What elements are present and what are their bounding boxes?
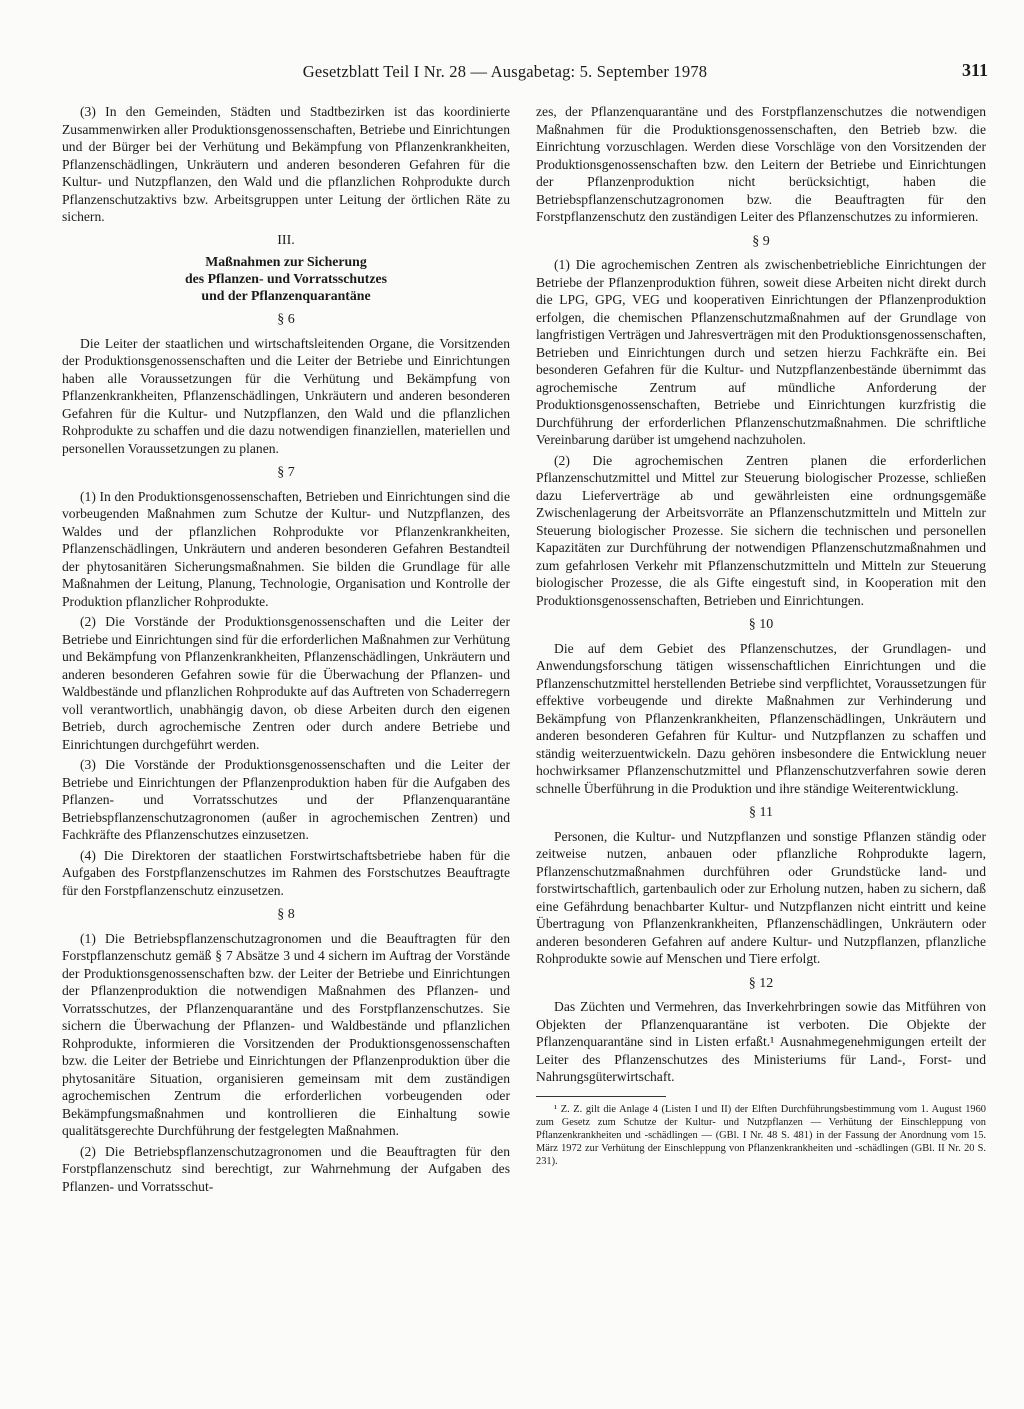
section-7-paragraph-1: (1) In den Produktionsgenossenschaften, Betrieben und Einrichtungen sind die vorbeugenden Maßnahmen zum Schutze der Kultur- und Nutzpflanzen, des Waldes und der pflanzlichen Rohprodukte vor Pflanzenkrankheiten, Pflanzenschädlingen, Unkräutern und anderen besonderen Gefahren Bestandteil der phytosanitären Sicherungsmaßnahmen. Sie bilden die Grundlage für alle Maßnahmen der Leitung, Planung, Technologie, Organisation und Kontrolle der Produktion pflanzlicher Rohprodukte. xyxy=(62,488,510,609)
section-9-paragraph-2: (2) Die agrochemischen Zentren planen die erforderlichen Pflanzenschutzmittel und Mittel zur Steuerung biologischer Prozesse, schließen dazu Lieferverträge ab und gewährleisten eine ordnungsgemäße Zwischenlagerung der Arbeitsvorräte an Pflanzenschutzmitteln und Mitteln zur Steuerung biologischer Prozesse. Sie sichern die technischen und personellen Kapazitäten zur Durchführung der notwendigen Pflanzenschutzmaßnahmen und zum gefahrlosen Verkehr mit Pflanzenschutzmitteln und Mitteln zur Steuerung biologischer Prozesse, die als Gifte eingestuft sind, in Kooperation mit den Produktionsgenossenschaften, Betrieben und Einrichtungen. xyxy=(536,452,986,608)
section-12-text: Das Züchten und Vermehren, das Inverkehrbringen sowie das Mitführen von Objekten der Pflanzenquarantäne ist verboten. Die Objekte der Pflanzenquarantäne sind in Listen erfaßt.¹ Ausnahmegenehmigungen erteilt der Leiter des Pflanzenschutzes des Ministeriums für Land-, Forst- und Nahrungsgüterwirtschaft. xyxy=(536,999,986,1084)
section-7-paragraph-2: (2) Die Vorstände der Produktionsgenossenschaften und die Leiter der Betriebe und Einrichtungen sind für die erforderlichen Maßnahmen zur Verhütung und Bekämpfung von Pflanzenkrankheiten, Pflanzenschädlingen, Unkräutern und anderen besonderen Gefahren sowie für die Überwachung der Pflanzen- und Waldbestände und pflanzlichen Rohprodukte auf das Auftreten von Schaderregern voll verantwortlich, unabhängig davon, ob diese Arbeiten durch den eigenen Betrieb, durch agrochemische Zentren oder durch andere Betriebe und Einrichtungen durchgeführt werden. xyxy=(62,614,510,752)
gazette-title: Gesetzblatt Teil I Nr. 28 — Ausgabetag: 5. September 1978 xyxy=(302,62,708,81)
chapter-title-line-1: Maßnahmen zur Sicherung xyxy=(205,254,367,269)
section-9-paragraph-1: (1) Die agrochemischen Zentren als zwischenbetriebliche Einrichtungen der Betriebe der Pflanzenproduktion führen, soweit diese Arbeiten nicht direkt durch die LPG, GPG, VEG und kooperativen Einrichtungen der Pflanzenproduktion erfolgen, die chemischen Pflanzenschutzmaßnahmen auf der Grundlage von langfristigen Verträgen und Jahresverträgen mit den Produktionsgenossenschaften, Betrieben und Einrichtungen durch und setzen hierzu Fachkräfte ein. Bei besonderen Gefahren für die Kultur- und Nutzpflanzenbestände übernimmt das agrochemische Zentrum auf mündliche Anforderung der Produktionsgenossenschaften, Betriebe und Einrichtungen kurzfristig die Durchführung der erforderlichen Pflanzenschutzmaßnahmen. Die schriftliche Vereinbarung darüber ist umgehend nachzuholen. xyxy=(536,257,986,447)
section-6-heading: § 6 xyxy=(277,312,295,327)
page-header xyxy=(62,60,988,88)
footnote: ¹ Z. Z. gilt die Anlage 4 (Listen I und II) der Elften Durchführungsbestimmung vom 1. August 1960 zum Gesetz zum Schutze der Kultur- und Nutzpflanzen — Verhütung der Einschleppung von Pflanzenkrankheiten und -schädlingen — (GBl. I Nr. 48 S. 481) in der Fassung der Anordnung vom 15. März 1972 zur Verhütung der Einschleppung von Pflanzenkrankheiten und -schädlingen (GBl. II Nr. 20 S. 231). xyxy=(536,1103,986,1168)
section-12-heading: § 12 xyxy=(748,975,774,991)
left-column xyxy=(62,103,510,1198)
section-10-heading: § 10 xyxy=(748,617,774,632)
section-11-heading: § 11 xyxy=(749,805,773,820)
right-column xyxy=(536,103,986,1172)
section-9-heading: § 9 xyxy=(752,233,770,249)
footnote-divider xyxy=(536,1096,666,1097)
section-10-text: Die auf dem Gebiet des Pflanzenschutzes, der Grundlagen- und Anwendungsforschung tätigen wissenschaftlichen Einrichtungen und die Pflanzenschutzmittel herstellenden Betriebe sind verpflichtet, Voraussetzungen für effektive vorbeugende und direkte Maßnahmen zur Verhinderung und Bekämpfung von Pflanzenkrankheiten, Pflanzenschädlingen, Unkräutern und anderen besonderen Gefahren für Kultur- und Nutzpflanzen zu schaffen und ständig weiterzuentwickeln. Dazu gehören insbesondere die Entwicklung neuer hochwirksamer Pflanzenschutzmittel und Pflanzenschutzverfahren sowie deren schnelle Überführung in die Produktion und ihre ständige Weiterentwicklung. xyxy=(536,640,986,796)
section-8-paragraph-2-continued: zes, der Pflanzenquarantäne und des Forstpflanzenschutzes die notwendigen Maßnahmen für die Produktionsgenossenschaften, den Betrieb bzw. die Einrichtung vorzuschlagen. Werden diese Vorschläge von den Vorsitzenden der Produktionsgenossenschaften bzw. den Leitern der Betriebe und Einrichtungen der Pflanzenproduktion nicht berücksichtigt, haben die Betriebspflanzenschutzagronomen bzw. die Beauftragten für den Forstpflanzenschutz den zuständigen Leiter des Pflanzenschutzes zu informieren. xyxy=(536,104,986,224)
paragraph-5-3: (3) In den Gemeinden, Städten und Stadtbezirken ist das koordinierte Zusammenwirken aller Produktionsgenossenschaften, Betriebe und Einrichtungen und der Bürger bei der Verhütung und Bekämpfung von Pflanzenkrankheiten, Pflanzenschädlingen, Unkräutern und anderen besonderen Gefahren für die Kultur- und Nutzpflanzen, den Wald und die pflanzlichen Rohprodukte durch Pflanzenschutzaktivs bzw. Arbeitsgruppen unter Leitung der örtlichen Räte zu sichern. xyxy=(62,104,510,224)
section-7-paragraph-3: (3) Die Vorstände der Produktionsgenossenschaften und die Leiter der Betriebe und Einrichtungen der Pflanzenproduktion haben für die Aufgaben des Pflanzen- und Vorratsschutzes und der Pflanzenquarantäne Betriebspflanzenschutzagronomen (außer in agrochemischen Zentren) und Fachkräfte des Pflanzenschutzes einzusetzen. xyxy=(62,757,510,842)
section-11-text: Personen, die Kultur- und Nutzpflanzen und sonstige Pflanzen ständig oder zeitweise nutzen, anbauen oder pflanzliche Rohprodukte lagern, Pflanzenschutzmaßnahmen durchführen oder Grundstücke land- und forstwirtschaftlich, gartenbaulich oder zur Erholung nutzen, haben zu sichern, daß eine Gefährdung benachbarter Kultur- und Nutzpflanzen nicht eintritt und keine Übertragung von Pflanzenkrankheiten, Pflanzenschädlingen, Unkräutern oder anderen besonderen Gefahren auf andere Kultur- und Nutzpflanzen, pflanzliche Rohprodukte sowie auf Menschen und Tiere erfolgt. xyxy=(536,828,986,966)
section-8-paragraph-1: (1) Die Betriebspflanzenschutzagronomen und die Beauftragten für den Forstpflanzenschutz gemäß § 7 Absätze 3 und 4 sichern im Auftrag der Vorstände der Produktionsgenossenschaften bzw. der Leiter der Betriebe und Einrichtungen der Pflanzenproduktion die notwendigen Maßnahmen des Pflanzen- und Vorratsschutzes, der Pflanzenquarantäne und des Forstpflanzenschutzes. Sie sichern die Überwachung der Pflanzen- und Waldbestände und pflanzlichen Rohprodukte, informieren die Vorsitzenden der Produktionsgenossenschaften bzw. die Leiter der Betriebe und Einrichtungen der Pflanzenproduktion über die phytosanitäre Situation, organisieren gemeinsam mit dem zuständigen agrochemischen Zentrum die erforderlichen vorbeugenden oder Bekämpfungsmaßnahmen und kontrollieren die Einhaltung sowie qualitätsgerechte Durchführung der festgelegten Maßnahmen. xyxy=(62,930,510,1138)
section-8-paragraph-2: (2) Die Betriebspflanzenschutzagronomen und die Beauftragten für den Forstpflanzenschutz sind berechtigt, zur Wahrnehmung der Aufgaben des Pflanzen- und Vorratsschut- xyxy=(62,1143,510,1194)
chapter-number: III. xyxy=(277,232,295,248)
section-6-text: Die Leiter der staatlichen und wirtschaftsleitenden Organe, die Vorsitzenden der Produktionsgenossenschaften und die Leiter der Betriebe und Einrichtungen haben alle Voraussetzungen für die Verhütung und Bekämpfung von Pflanzenkrankheiten, Pflanzenschädlingen, Unkräutern und anderen besonderen Gefahren für die Kultur- und Nutzpflanzen, den Wald und die pflanzlichen Rohprodukte zu schaffen und die dazu notwendigen finanziellen, materiellen und personellen Voraussetzungen zu planen. xyxy=(62,335,510,456)
section-7-paragraph-4: (4) Die Direktoren der staatlichen Forstwirtschaftsbetriebe haben für die Aufgaben des Forstpflanzenschutzes im Rahmen des Forstschutzes Beauftragte für den Forstpflanzenschutz einzusetzen. xyxy=(62,847,510,898)
page-number: 311 xyxy=(961,60,988,80)
section-7-heading: § 7 xyxy=(277,465,295,480)
chapter-title-line-3: und der Pflanzenquarantäne xyxy=(201,288,371,303)
chapter-title xyxy=(62,253,510,304)
section-8-heading: § 8 xyxy=(277,907,295,922)
chapter-title-line-2: des Pflanzen- und Vorratsschutzes xyxy=(185,271,387,286)
